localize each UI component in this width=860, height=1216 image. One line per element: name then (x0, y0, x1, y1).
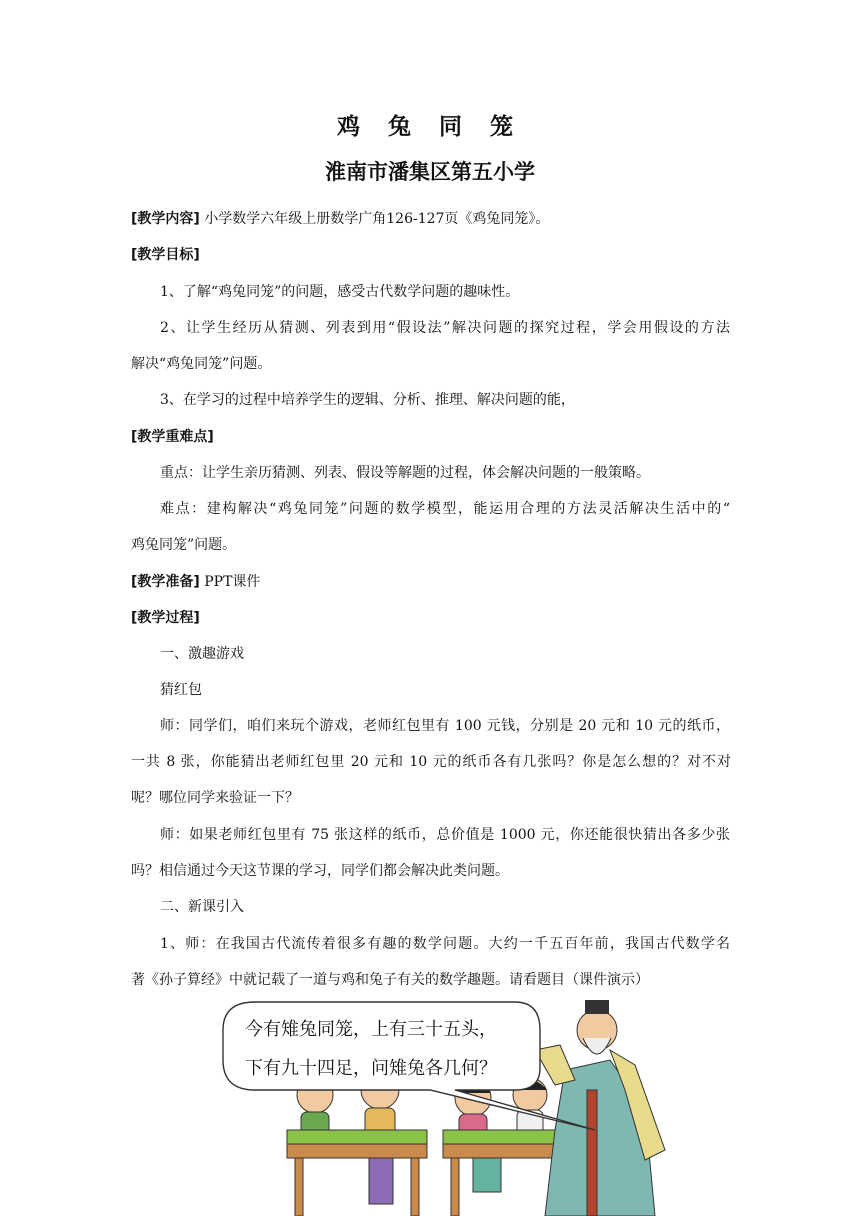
preparation-text: PPT课件 (204, 574, 261, 590)
goals-label: [教学目标] (131, 247, 200, 263)
difficulty-line: 难点：建构解决“鸡兔同笼”问题的数学模型，能运用合理的方法灵活解决生活中的“ (160, 501, 730, 517)
activity-name: 猜红包 (160, 682, 202, 698)
school-name: 淮南市潘集区第五小学 (325, 160, 535, 184)
process-paragraph-line: 一共 8 张，你能猜出老师红包里 20 元和 10 元的纸币各有几张吗？你是怎么想的？对不对 (131, 754, 731, 770)
key-point-line: 重点：让学生亲历猜测、列表、假设等解题的过程，体会解决问题的一般策略。 (160, 465, 650, 481)
section-heading: 一、激趣游戏 (160, 646, 244, 662)
process-paragraph-line: 吗？相信通过今天这节课的学习，同学们都会解决此类问题。 (131, 863, 509, 879)
speech-bubble-line: 下有九十四足，问雉兔各几何？ (245, 1058, 497, 1079)
preparation-label: [教学准备] (131, 574, 200, 590)
goal-item: 3、在学习的过程中培养学生的逻辑、分析、推理、解决问题的能， (160, 392, 575, 408)
key-points-label: [教学重难点] (131, 429, 214, 445)
goal-item: 1、了解“鸡兔同笼”的问题，感受古代数学问题的趣味性。 (160, 284, 520, 300)
content-text: 小学数学六年级上册数学广角126-127页《鸡兔同笼》。 (204, 211, 550, 227)
speech-bubble-line: 今有雉兔同笼，上有三十五头， (245, 1019, 497, 1040)
process-paragraph-line: 师：同学们，咱们来玩个游戏，老师红包里有 100 元钱，分别是 20 元和 10 元的纸币， (160, 718, 730, 734)
process-paragraph-line: 著《孙子算经》中就记载了一道与鸡和兔子有关的数学趣题。请看题目（课件演示） (131, 972, 649, 988)
goal-item-continued: 解决“鸡兔同笼”问题。 (131, 356, 272, 372)
process-paragraph-line: 呢？哪位同学来验证一下？ (131, 790, 299, 806)
difficulty-line-continued: 鸡兔同笼”问题。 (131, 537, 237, 553)
section-heading: 二、新课引入 (160, 899, 244, 915)
document-title: 鸡 兔 同 笼 (336, 114, 524, 140)
scholar-figure (535, 1000, 665, 1216)
process-paragraph-line: 师：如果老师红包里有 75 张这样的纸币，总价值是 1000 元，你还能很快猜出各多少张 (160, 827, 730, 843)
process-label: [教学过程] (131, 610, 200, 626)
desk (287, 1130, 427, 1216)
process-paragraph-line: 1、师：在我国古代流传着很多有趣的数学问题。大约一千五百年前，我国古代数学名 (160, 936, 730, 952)
teaching-preparation (131, 572, 731, 592)
teaching-content (131, 209, 731, 229)
content-label: [教学内容] (131, 211, 200, 227)
goal-item: 2、让学生经历从猜测、列表到用“假设法”解决问题的探究过程，学会用假设的方法 (160, 320, 730, 336)
